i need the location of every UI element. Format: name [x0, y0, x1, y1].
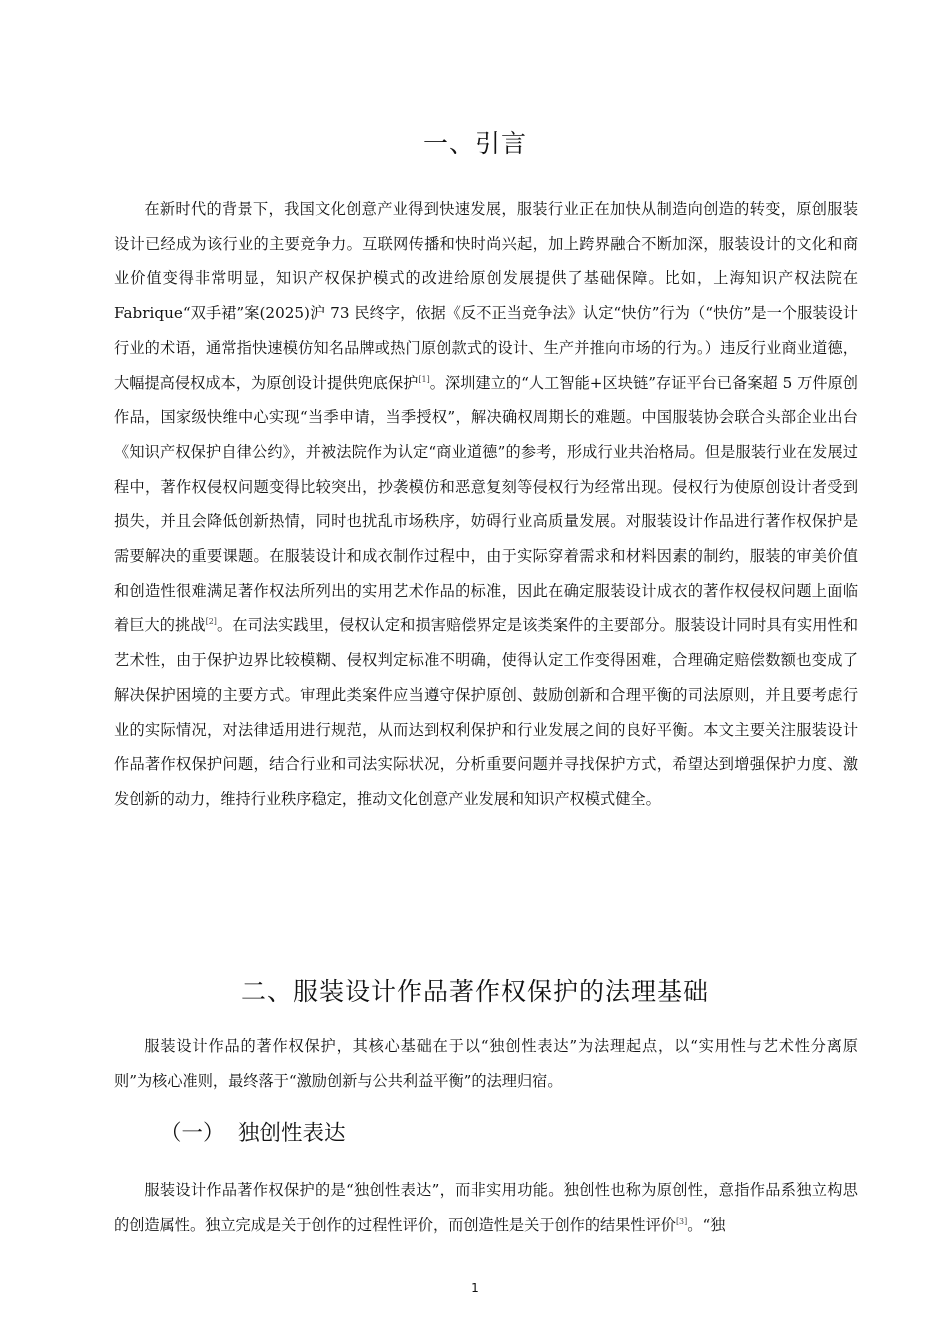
introduction-paragraph	[114, 192, 858, 817]
subsection-number: （一）	[160, 1121, 225, 1146]
section-heading-legal-basis: 二、服装设计作品著作权保护的法理基础	[240, 977, 709, 1006]
section-heading-introduction: 一、引言	[422, 129, 527, 158]
introduction-text-part-3: 。在司法实践里，侵权认定和损害赔偿界定是该类案件的主要部分。服装设计同时具有实用性和艺术性，由于保护边界比较模糊、侵权判定标准不明确，使得认定工作变得困难，合理确定赔偿数额也变成了解决保护困境的主要方式。审理此类案件应当遵守保护原创、鼓励创新和合理平衡的司法原则，并且要考虑行业的实际情况，对法律适用进行规范，从而达到权利保护和行业发展之间的良好平衡。本文主要关注服装设计作品著作权保护问题，结合行业和司法实际状况，分析重要问题并寻找保护方式，希望达到增强保护力度、激发创新的动力，维持行业秩序稳定，推动文化创意产业发展和知识产权模式健全。	[114, 616, 859, 808]
legal-basis-paragraph: 服装设计作品的著作权保护，其核心基础在于以“独创性表达”为法理起点，以“实用性与艺术性分离原则”为核心准则，最终落于“激励创新与公共利益平衡”的法理归宿。	[114, 1037, 858, 1090]
originality-text-part-1: 服装设计作品著作权保护的是“独创性表达”，而非实用功能。独创性也称为原创性，意指作品系独立构思的创造属性。独立完成是关于创作的过程性评价，而创造性是关于创作的结果性评价	[114, 1181, 858, 1234]
introduction-text-part-2: 。深圳建立的“人工智能+区块链”存证平台已备案超 5 万件原创作品，国家级快维中心实现“当季申请，当季授权”，解决确权周期长的难题。中国服装协会联合头部企业出台《知识产权保护自律公约》，并被法院作为认定“商业道德”的参考，形成行业共治格局。但是服装行业在发展过程中，著作权侵权问题变得比较突出，抄袭模仿和恶意复刻等侵权行为经常出现。侵权行为使原创设计者受到损失，并且会降低创新热情，同时也扰乱市场秩序，妨碍行业高质量发展。对服装设计作品进行著作权保护是需要解决的重要课题。在服装设计和成衣制作过程中，由于实际穿着需求和材料因素的制约，服装的审美价值和创造性很难满足著作权法所列出的实用艺术作品的标准，因此在确定服装设计成衣的著作权侵权问题上面临着巨大的挑战	[114, 373, 858, 635]
subsection-heading	[160, 1116, 346, 1147]
citation-2: [2]	[205, 617, 217, 627]
originality-paragraph	[114, 1173, 858, 1242]
citation-3: [3]	[675, 1216, 688, 1226]
subsection-title: 独创性表达	[238, 1121, 346, 1146]
introduction-text-part-1: 在新时代的背景下，我国文化创意产业得到快速发展，服装行业正在加快从制造向创造的转变，原创服装设计已经成为该行业的主要竞争力。互联网传播和快时尚兴起，加上跨界融合不断加深，服装设计的文化和商业价值变得非常明显，知识产权保护模式的改进给原创发展提供了基础保障。比如，上海知识产权法院在 Fabrique“双手裙”案(2025)沪 73 民终字，依据《反不正当竞争法》认定“快仿”行为（“快仿”是一个服装设计行业的术语，通常指快速模仿知名品牌或热门原创款式的设计、生产并推向市场的行为。）违反行业商业道德，大幅提高侵权成本，为原创设计提供兜底保护	[114, 200, 858, 392]
originality-text-part-2: 。“独	[687, 1215, 726, 1234]
citation-1: [1]	[418, 374, 430, 384]
page-number: 1	[471, 1281, 479, 1295]
